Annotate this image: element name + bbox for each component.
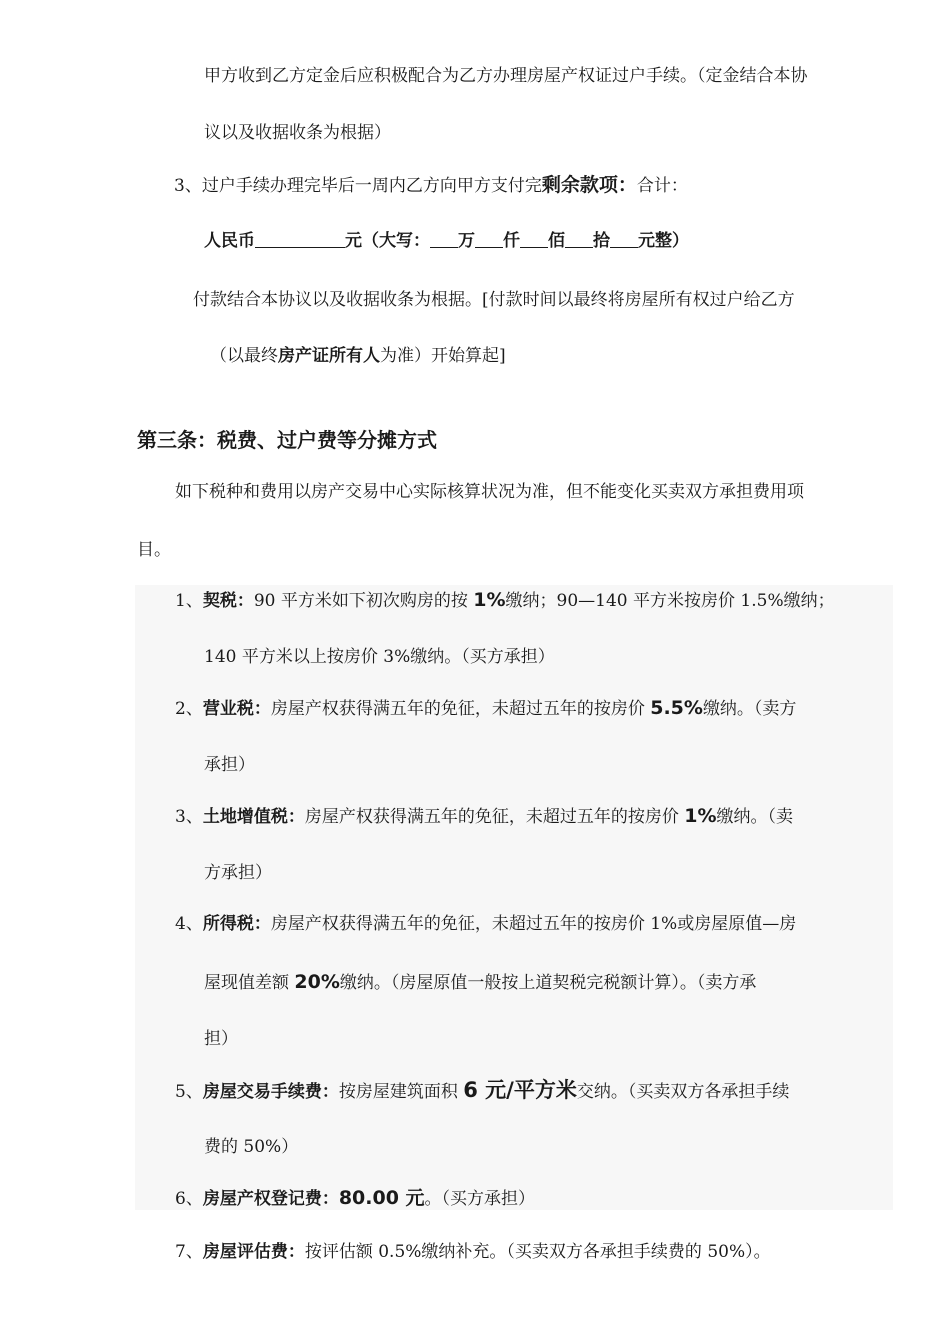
tax-text: 缴纳。（卖 <box>716 807 793 827</box>
tax-item-4-cont: 担） <box>204 1029 238 1049</box>
payment-note-line <box>210 344 506 368</box>
item-number: 1、 <box>175 591 203 611</box>
tax-item-2 <box>175 696 796 721</box>
tax-item-1 <box>175 588 835 613</box>
tax-item-3 <box>175 804 793 829</box>
item-3-line <box>174 173 688 198</box>
tax-rate: 1% <box>684 805 717 827</box>
tax-name: 土地增值税： <box>202 807 305 827</box>
tax-text: 房屋产权获得满五年的免征，未超过五年的按房价 <box>270 699 651 719</box>
paragraph-line: 甲方收到乙方定金后应积极配合为乙方办理房屋产权证过户手续。（定金结合本协 <box>204 66 808 86</box>
tax-item-1-cont: 140 平方米以上按房价 3%缴纳。（买方承担） <box>204 647 555 667</box>
total-label: 合计： <box>636 176 688 196</box>
tax-item-4-cont <box>204 970 756 995</box>
tax-text: 房屋产权获得满五年的免征，未超过五年的按房价 <box>304 807 685 827</box>
tax-name: 所得税： <box>202 914 271 934</box>
tax-text: 缴纳。（卖方 <box>702 699 797 719</box>
item-3-text: 3、过户手续办理完毕后一周内乙方向甲方支付完 <box>174 176 542 196</box>
section-intro-line: 如下税种和费用以房产交易中心实际核算状况为准，但不能变化买卖双方承担费用项 <box>175 482 804 502</box>
item-number: 7、 <box>175 1242 203 1262</box>
paragraph-line: 议以及收据收条为根据） <box>204 123 391 143</box>
tax-list-background <box>135 585 893 1210</box>
fee-item-5-cont: 费的 50%） <box>204 1137 299 1157</box>
item-number: 4、 <box>175 914 203 934</box>
tax-rate: 1% <box>473 589 506 611</box>
tax-rate: 20% <box>294 971 340 993</box>
fee-item-6 <box>175 1186 535 1211</box>
fee-name: 房屋交易手续费： <box>202 1082 339 1102</box>
shi-label: 拾 <box>593 231 610 251</box>
fee-text: 按评估额 0.5%缴纳补充。（买卖双方各承担手续费的 50%）。 <box>304 1242 771 1262</box>
wan-blank[interactable] <box>430 229 458 248</box>
tax-item-4 <box>175 912 796 936</box>
tax-text: 房屋产权获得满五年的免征，未超过五年的按房价 1%或房屋原值—房 <box>270 914 797 934</box>
tax-text: 90 平方米如下初次购房的按 <box>253 591 474 611</box>
fee-item-7 <box>175 1240 771 1264</box>
owner-label: 房产证所有人 <box>278 346 380 366</box>
bai-blank[interactable] <box>520 229 548 248</box>
fee-text: 按房屋建筑面积 <box>338 1082 464 1102</box>
remaining-payment-label: 剩余款项： <box>541 174 637 196</box>
tax-name: 契税： <box>202 591 254 611</box>
tax-rate: 5.5% <box>650 697 703 719</box>
amount-blank[interactable] <box>255 229 345 248</box>
item-number: 6、 <box>175 1189 203 1209</box>
wan-label: 万 <box>458 231 475 251</box>
fee-rate: 6 元/平方米 <box>463 1078 577 1102</box>
end-label: 元整） <box>638 231 689 251</box>
section-heading: 第三条：税费、过户费等分摊方式 <box>137 428 437 452</box>
item-number: 2、 <box>175 699 203 719</box>
payment-note-line: 付款结合本协议以及收据收条为根据。[付款时间以最终将房屋所有权过户给乙方 <box>193 290 795 310</box>
shi-blank[interactable] <box>565 229 593 248</box>
tax-item-2-cont: 承担） <box>204 755 255 775</box>
fee-name: 房屋评估费： <box>202 1242 305 1262</box>
tax-text: 缴纳。（房屋原值一般按上道契税完税额计算）。（卖方承 <box>339 973 757 993</box>
bai-label: 佰 <box>548 231 565 251</box>
amount-line <box>204 229 689 253</box>
fee-text: 。（买方承担） <box>424 1189 536 1209</box>
tax-name: 营业税： <box>202 699 271 719</box>
note-text: （以最终 <box>210 346 278 366</box>
tax-text: 缴纳；90—140 平方米按房价 1.5%缴纳； <box>505 591 835 611</box>
qian-blank[interactable] <box>475 229 503 248</box>
section-intro-line: 目。 <box>137 540 171 560</box>
fee-text: 交纳。（买卖双方各承担手续 <box>576 1082 790 1102</box>
fee-amount: 80.00 元 <box>338 1187 425 1209</box>
tax-text: 屋现值差额 <box>204 973 295 993</box>
note-text: 为准）开始算起] <box>380 346 506 366</box>
item-number: 3、 <box>175 807 203 827</box>
qian-label: 仟 <box>503 231 520 251</box>
yuan-blank[interactable] <box>610 229 638 248</box>
item-number: 5、 <box>175 1082 203 1102</box>
fee-name: 房屋产权登记费： <box>202 1189 339 1209</box>
fee-item-5 <box>175 1078 789 1104</box>
tax-item-3-cont: 方承担） <box>204 863 272 883</box>
rmb-label: 人民币 <box>204 231 255 251</box>
yuan-label: 元（大写： <box>345 231 430 251</box>
